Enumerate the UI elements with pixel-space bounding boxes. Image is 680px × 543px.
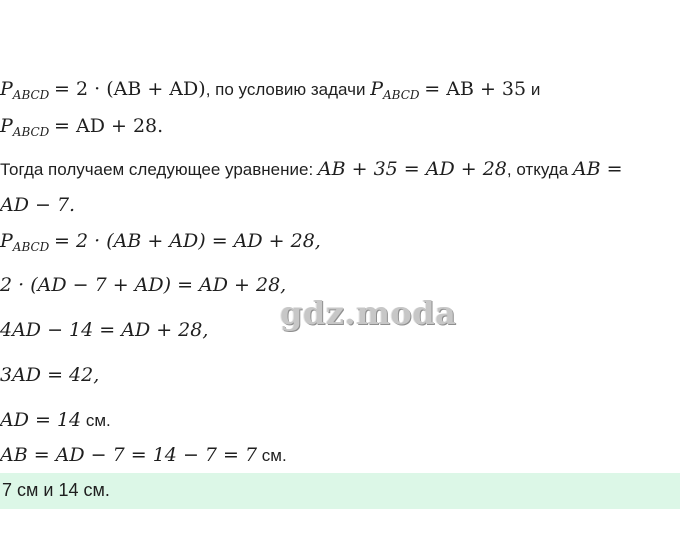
formula-ab-expression bbox=[0, 193, 75, 218]
formula-expression: AB + 35 = AD + 28 bbox=[317, 158, 507, 180]
text-fragment: Тогда получаем следующее уравнение: bbox=[0, 160, 318, 179]
perimeter-symbol: $P_{ABCD}$ bbox=[370, 78, 420, 102]
formula-expression: AD − 7. bbox=[0, 194, 76, 216]
formula-step-3 bbox=[0, 363, 99, 388]
text-fragment: , по условию задачи bbox=[205, 80, 371, 99]
formula-expression: AB = bbox=[572, 158, 623, 180]
formula-expression: = 2 · (AB + AD) = AD + 28, bbox=[54, 230, 321, 252]
formula-expression: = AD + 28. bbox=[54, 115, 164, 137]
perimeter-symbol: $P_{ABCD}$ bbox=[0, 78, 50, 102]
formula-perimeter-condition bbox=[0, 114, 163, 144]
answer-text: 7 см и 14 см. bbox=[2, 480, 110, 500]
formula-expression: = AB + 35 bbox=[424, 78, 527, 100]
watermark-logo: gdz.moda bbox=[280, 294, 457, 332]
equation-statement bbox=[0, 157, 623, 182]
perimeter-symbol: $P_{ABCD}$ bbox=[0, 230, 50, 254]
formula-step-1 bbox=[0, 273, 286, 298]
formula-ad-result bbox=[0, 408, 111, 433]
perimeter-symbol: $P_{ABCD}$ bbox=[0, 115, 50, 139]
text-fragment: , откуда bbox=[506, 160, 573, 179]
unit-label: см. bbox=[257, 446, 287, 465]
formula-expression: 2 · (AD − 7 + AD) = AD + 28, bbox=[0, 274, 287, 296]
formula-expression: 3AD = 42, bbox=[0, 364, 100, 386]
formula-perimeter-substitution bbox=[0, 229, 321, 259]
answer-box bbox=[0, 473, 680, 509]
formula-expression: AD = 14 bbox=[0, 409, 82, 431]
unit-label: см. bbox=[81, 411, 111, 430]
formula-ab-result bbox=[0, 443, 287, 468]
text-fragment: и bbox=[526, 80, 541, 99]
formula-expression: = 2 · (AB + AD) bbox=[54, 78, 206, 100]
formula-perimeter-definition bbox=[0, 77, 540, 107]
formula-step-2 bbox=[0, 318, 208, 343]
formula-expression: AB = AD − 7 = 14 − 7 = 7 bbox=[0, 444, 258, 466]
formula-expression: 4AD − 14 = AD + 28, bbox=[0, 319, 209, 341]
